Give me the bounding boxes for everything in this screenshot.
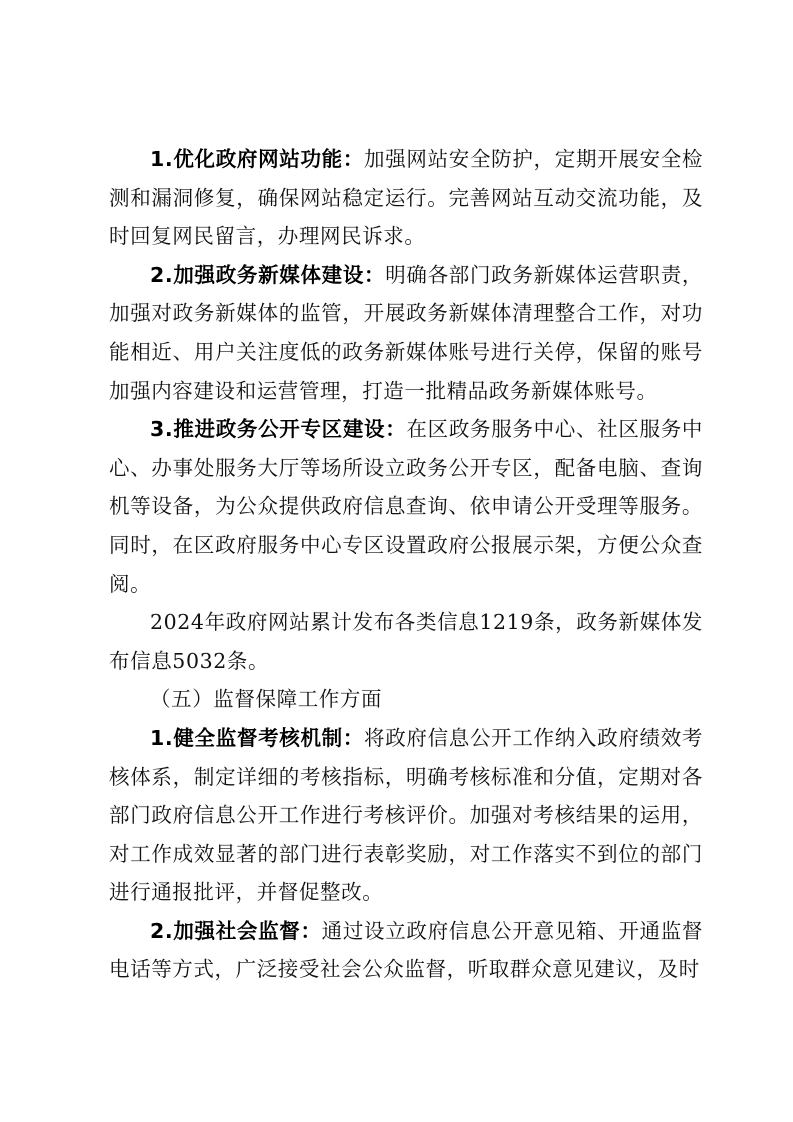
paragraph-lead: 2.加强政务新媒体建设： xyxy=(150,262,386,287)
paragraph-text: 明确各部门政务新媒体运营职责，加强对政务新媒体的监管，开展政务新媒体清理整合工作，对功能相近、用户关注度低的政务新媒体账号进行关停，保留的账号加强内容建设和运营管理，打造一批精品政务新媒体账号。 xyxy=(109,262,703,403)
paragraph-text: 将政府信息公开工作纳入政府绩效考核体系，制定详细的考核指标，明确考核标准和分值，定期对各部门政府信息公开工作进行考核评价。加强对考核结果的运用，对工作成效显著的部门进行表彰奖励，对工作落实不到位的部门进行通报批评，并督促整改。 xyxy=(109,725,703,905)
paragraph-text: 2024年政府网站累计发布各类信息1219条，政务新媒体发布信息5032条。 xyxy=(109,610,703,673)
paragraph-public-area xyxy=(109,410,703,603)
paragraph-new-media xyxy=(109,256,703,410)
paragraph-assessment xyxy=(109,719,703,912)
document-body xyxy=(109,140,703,989)
paragraph-text: 加强网站安全防护，定期开展安全检测和漏洞修复，确保网站稳定运行。完善网站互动交流功能，及时回复网民留言，办理网民诉求。 xyxy=(109,147,703,249)
paragraph-website-function xyxy=(109,140,703,256)
paragraph-social-supervision xyxy=(109,912,703,989)
paragraph-lead: 2.加强社会监督： xyxy=(150,918,322,943)
paragraph-lead: 3.推进政务公开专区建设： xyxy=(150,417,407,442)
section-heading-text: （五）监督保障工作方面 xyxy=(150,687,383,712)
paragraph-text: 通过设立政府信息公开意见箱、开通监督电话等方式，广泛接受社会公众监督，听取群众意见建议，及时 xyxy=(109,918,703,982)
section-heading xyxy=(109,680,703,719)
paragraph-text: 在区政务服务中心、社区服务中心、办事处服务大厅等场所设立政务公开专区，配备电脑、查询机等设备，为公众提供政府信息查询、依申请公开受理等服务。同时，在区政府服务中心专区设置政府公报展示架，方便公众查阅。 xyxy=(109,417,703,596)
paragraph-lead: 1.健全监督考核机制： xyxy=(150,725,365,750)
paragraph-lead: 1.优化政府网站功能： xyxy=(150,147,365,171)
paragraph-statistics xyxy=(109,603,703,680)
